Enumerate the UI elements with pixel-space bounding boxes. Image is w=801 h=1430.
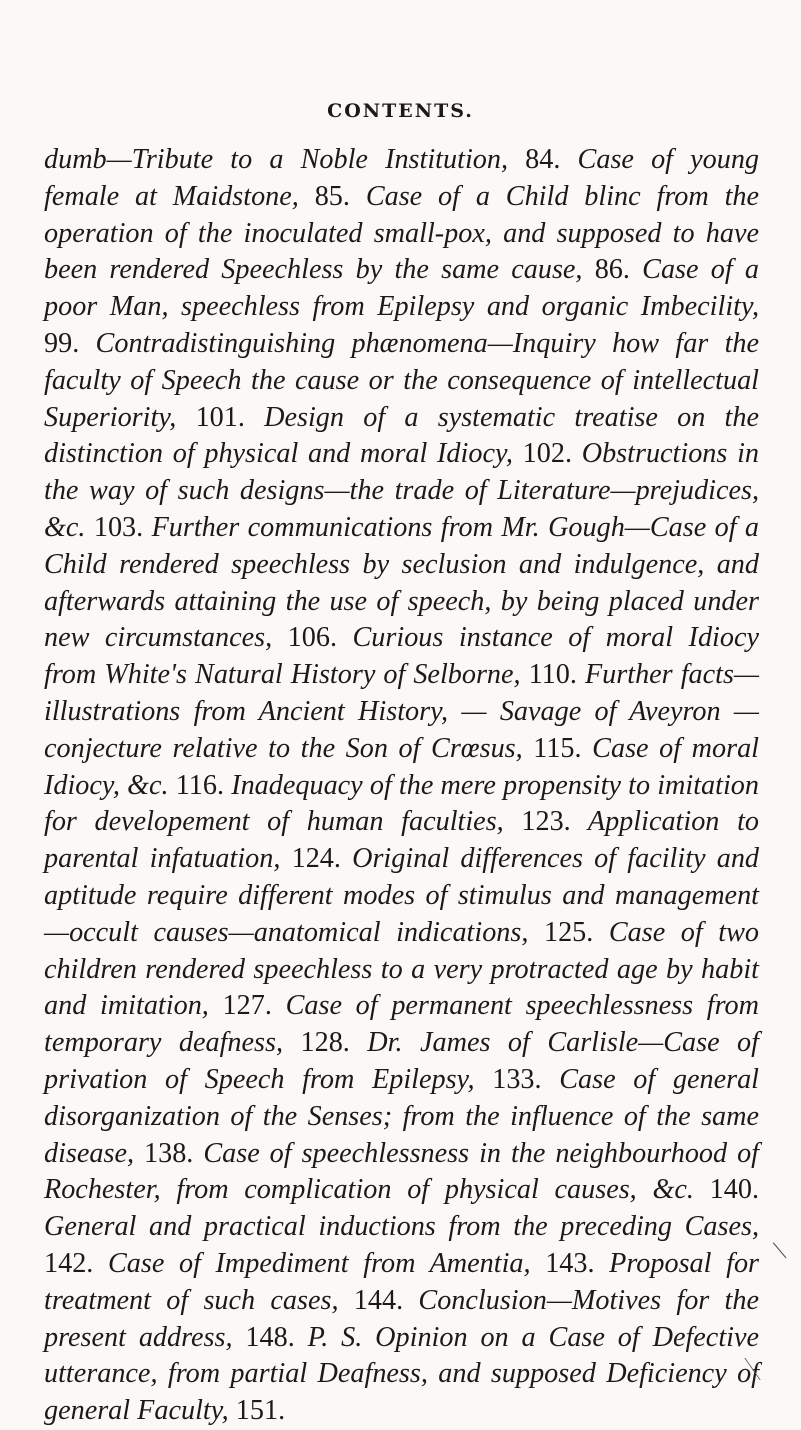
page-number: 101. bbox=[195, 401, 245, 433]
contents-entry: P. S. Opinion on a Case of Defective utterance, from partial Deafness, and supposed Deficiency of general Faculty, 151. bbox=[44, 1321, 760, 1427]
contents-entry: General and practical inductions from the preceding Cases, 142. bbox=[44, 1211, 759, 1279]
page-number: 125. bbox=[543, 916, 594, 948]
page-number: 151. bbox=[235, 1395, 286, 1427]
page-number: 103. bbox=[93, 511, 144, 543]
page-number: 102. bbox=[522, 438, 572, 470]
page-number: 116. bbox=[175, 769, 225, 801]
contents-entry: Dr. James of Carlisle—Case of privation of Speech from Epilepsy, 133. bbox=[44, 1027, 759, 1095]
page-number: 106. bbox=[287, 622, 337, 654]
contents-entry: Conclusion—Motives for the present address, 148. bbox=[44, 1284, 759, 1353]
page-number: 115. bbox=[533, 732, 582, 764]
contents-entry: Case of speechlessness in the neighbourhood of Rochester, from complication of physical causes, &c. 140. bbox=[44, 1137, 760, 1206]
page-number: 133. bbox=[492, 1063, 542, 1095]
contents-entry: Case of a Child blinc from the operation of the inoculated small-pox, and supposed to have been rendered Speechless by the same cause, 86. bbox=[44, 180, 760, 286]
contents-entry: dumb—Tribute to a Noble Institution, 84. bbox=[44, 144, 561, 175]
contents-entry: Further communications from Mr. Gough—Case of a Child rendered speechless by seclusion and indulgence, and afterwards attaining the use of speech, by being placed under new circumstances, 106. bbox=[44, 511, 759, 654]
contents-entry: Case of two children rendered speechless to a very protracted age by habit and imitation, 127. bbox=[44, 916, 759, 1022]
page-number: 144. bbox=[353, 1284, 404, 1316]
contents-body bbox=[44, 142, 759, 1430]
contents-entry: Inadequacy of the mere propensity to imitation for developement of human faculties, 123. bbox=[44, 769, 759, 838]
contents-entry: Curious instance of moral Idiocy from White's Natural History of Selborne, 110. bbox=[44, 622, 759, 691]
page-number: 140. bbox=[709, 1174, 759, 1206]
contents-entry: Design of a systematic treatise on the distinction of physical and moral Idiocy, 102. bbox=[44, 401, 759, 470]
contents-entry: Further facts—illustrations from Ancient History, — Savage of Aveyron — conjecture relative to the Son of Crœsus, 115. bbox=[44, 659, 759, 764]
contents-entry: Case of young female at Maidstone, 85. bbox=[44, 144, 760, 212]
page-number: 110. bbox=[528, 659, 577, 691]
contents-entry: Obstructions in the way of such designs—the trade of Literature—prejudices, &c. 103. bbox=[44, 438, 759, 543]
margin-mark bbox=[773, 1242, 787, 1259]
page-heading: CONTENTS. bbox=[327, 100, 474, 122]
page-number: 138. bbox=[144, 1137, 194, 1169]
page-number: 148. bbox=[245, 1321, 295, 1353]
page-number: 128. bbox=[300, 1027, 350, 1059]
contents-entry: Original differences of facility and aptitude require different modes of stimulus and management—occult causes—anatomical indications, 125. bbox=[44, 843, 760, 948]
contents-entry: Proposal for treatment of such cases, 144. bbox=[44, 1247, 760, 1316]
page-number: 127. bbox=[222, 990, 272, 1022]
page-number: 124. bbox=[291, 843, 341, 875]
page-number: 123. bbox=[521, 806, 571, 838]
page-number: 142. bbox=[44, 1247, 94, 1279]
contents-entry: Application to parental infatuation, 124. bbox=[44, 806, 759, 875]
contents-entry: Case of a poor Man, speechless from Epilepsy and organic Imbecility, 99. bbox=[44, 254, 759, 359]
contents-entry: Case of Impediment from Amentia, 143. bbox=[107, 1247, 595, 1279]
page-number: 86. bbox=[594, 254, 630, 286]
contents-entry: Contradistinguishing phænomena—Inquiry how far the faculty of Speech the cause or the consequence of intellectual Superiority, 101. bbox=[44, 327, 759, 433]
page-number: 143. bbox=[545, 1247, 595, 1279]
contents-entry: Case of moral Idiocy, &c. 116. bbox=[44, 732, 759, 801]
page-number: 84. bbox=[525, 144, 561, 175]
page-number: 85. bbox=[314, 180, 350, 212]
contents-entry: Case of permanent speechlessness from temporary deafness, 128. bbox=[44, 990, 760, 1059]
page-number: 99. bbox=[44, 327, 80, 359]
contents-entry: Case of general disorganization of the Senses; from the influence of the same disease, 138. bbox=[44, 1063, 760, 1169]
